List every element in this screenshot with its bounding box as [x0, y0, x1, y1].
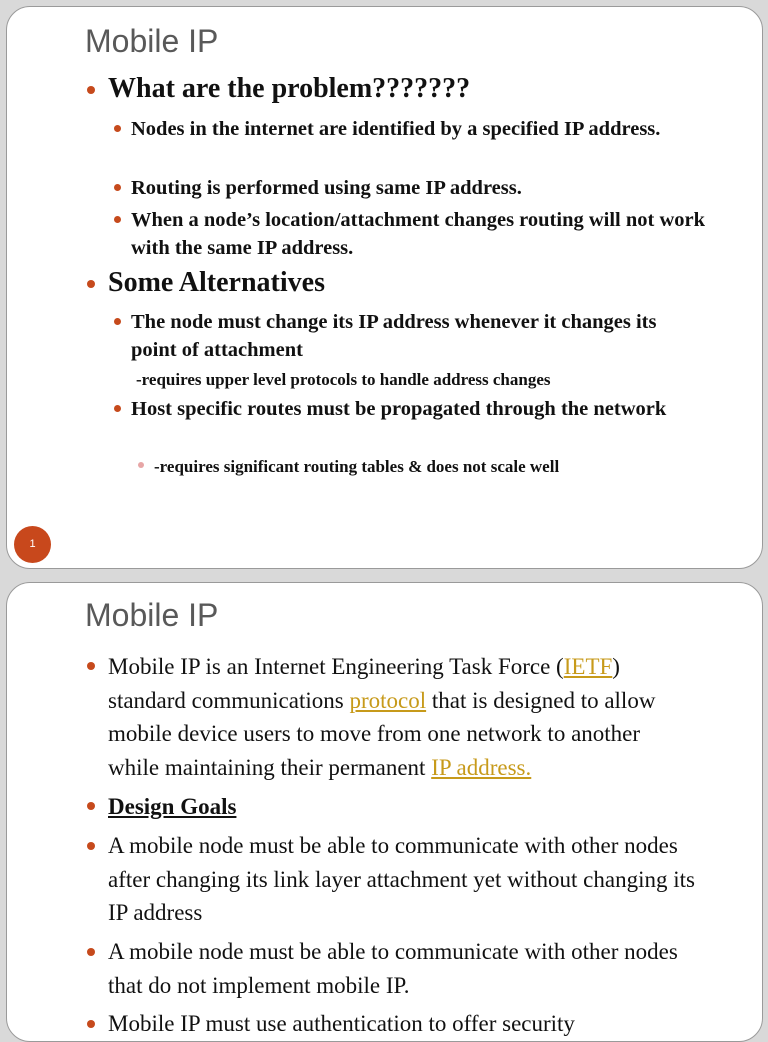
design-goals-heading: Design Goals — [108, 794, 237, 819]
bullet-icon — [87, 662, 95, 670]
ip-address-link[interactable]: IP address. — [431, 754, 532, 780]
bullet-icon — [87, 802, 95, 810]
intro-text: Mobile IP is an Internet Engineering Task Force ( — [108, 654, 564, 679]
design-goal-3: Mobile IP must use authentication to offer security — [108, 1011, 575, 1036]
problem-item-1: Nodes in the internet are identified by a specified IP address. — [131, 118, 661, 140]
bullet-icon — [87, 1020, 95, 1028]
slide-title: Mobile IP — [85, 597, 219, 633]
page-number-badge: 1 — [14, 526, 51, 563]
alternatives-heading: Some Alternatives — [108, 267, 325, 298]
design-goal-1: A mobile node must be able to communicate with other nodes after changing its link layer attachment yet without changing its IP address — [108, 833, 695, 925]
intro-paragraph — [108, 650, 748, 784]
bullet-icon — [87, 280, 95, 288]
slide-title: Mobile IP — [85, 23, 219, 59]
bullet-icon — [138, 462, 144, 468]
bullet-icon — [87, 948, 95, 956]
alternative-1: The node must change its IP address whenever it changes its point of attachment — [131, 311, 657, 361]
alternative-2: Host specific routes must be propagated through the network — [131, 398, 667, 420]
alternative-2-note: -requires significant routing tables & does not scale well — [154, 457, 560, 476]
intro-text: standard communications — [108, 687, 350, 713]
design-goal-2: A mobile node must be able to communicate with other nodes that do not implement mobile IP. — [108, 939, 678, 998]
problem-item-2: Routing is performed using same IP address. — [131, 177, 522, 199]
slide-1 — [6, 6, 763, 569]
bullet-icon — [87, 842, 95, 850]
bullet-icon — [114, 405, 121, 412]
intro-text: mobile device users to move from one network to another — [108, 721, 641, 746]
bullet-icon — [114, 318, 121, 325]
alternative-1-note: -requires upper level protocols to handle address changes — [136, 370, 551, 389]
ietf-link[interactable]: IETF — [563, 654, 613, 679]
slide-2 — [6, 582, 763, 1042]
protocol-link[interactable]: protocol — [349, 687, 427, 713]
intro-text: while maintaining their permanent — [108, 754, 432, 780]
problem-heading: What are the problem??????? — [108, 73, 471, 104]
bullet-icon — [114, 216, 121, 223]
problem-item-3: When a node’s location/attachment changes routing will not work with the same IP address. — [131, 209, 706, 259]
bullet-icon — [114, 184, 121, 191]
bullet-icon — [114, 125, 121, 132]
intro-text: ) — [612, 654, 620, 679]
bullet-icon — [87, 86, 95, 94]
intro-text: that is designed to allow — [426, 687, 656, 713]
